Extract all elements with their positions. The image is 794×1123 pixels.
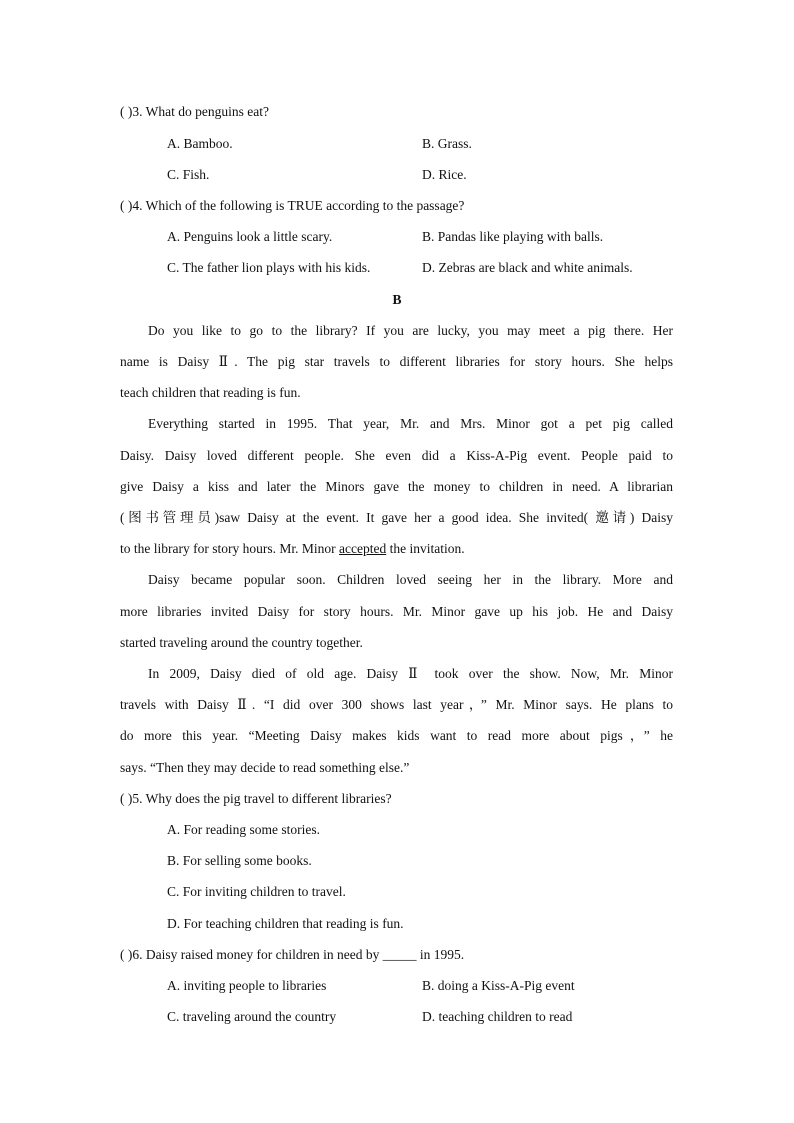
question-3-option-b: B. Grass. — [422, 136, 472, 151]
question-3-option-d: D. Rice. — [422, 167, 467, 182]
passage-line: Everything started in 1995. That year, Mr. and Mrs. Minor got a pet pig called — [148, 416, 673, 431]
passage-line — [120, 540, 673, 558]
section-heading: B — [392, 292, 402, 307]
passage-line: travels with Daisy Ⅱ. “I did over 300 shows last year，” Mr. Minor says. He plans to — [120, 697, 673, 712]
question-6-stem: ( )6. Daisy raised money for children in need by _____ in 1995. — [120, 947, 465, 962]
question-4-stem: ( )4. Which of the following is TRUE according to the passage? — [120, 198, 465, 213]
question-6-option-b: B. doing a Kiss-A-Pig event — [422, 978, 575, 993]
passage-line: (图书管理员)saw Daisy at the event. It gave her a good idea. She invited( 邀请) Daisy — [120, 510, 673, 525]
question-6-option-d: D. teaching children to read — [422, 1009, 573, 1024]
question-6-option-c: C. traveling around the country — [167, 1009, 337, 1024]
question-3-stem: ( )3. What do penguins eat? — [120, 104, 269, 119]
question-5-stem: ( )5. Why does the pig travel to different libraries? — [120, 791, 392, 806]
passage-line: Do you like to go to the library? If you are lucky, you may meet a pig there. Her — [148, 323, 673, 338]
passage-line: started traveling around the country together. — [120, 635, 363, 650]
question-5-option-b: B. For selling some books. — [167, 853, 312, 868]
passage-line: says. “Then they may decide to read something else.” — [120, 760, 410, 775]
passage-line: In 2009, Daisy died of old age. Daisy Ⅱ took over the show. Now, Mr. Minor — [148, 666, 673, 681]
question-3-option-a: A. Bamboo. — [167, 136, 233, 151]
underlined-word: accepted — [338, 541, 387, 556]
question-5-option-d: D. For teaching children that reading is fun. — [167, 916, 404, 931]
passage-line: give Daisy a kiss and later the Minors gave the money to children in need. A librarian — [120, 479, 673, 494]
passage-line: Daisy became popular soon. Children loved seeing her in the library. More and — [148, 572, 673, 587]
passage-text: to the library for story hours. Mr. Minor — [120, 541, 339, 556]
question-4-option-c: C. The father lion plays with his kids. — [167, 260, 371, 275]
passage-line: do more this year. “Meeting Daisy makes kids want to read more about pigs，” he — [120, 728, 673, 743]
passage-line: Daisy. Daisy loved different people. She even did a Kiss-A-Pig event. People paid to — [120, 448, 673, 463]
question-4-option-b: B. Pandas like playing with balls. — [422, 229, 604, 244]
passage-line: teach children that reading is fun. — [120, 385, 301, 400]
question-5-option-a: A. For reading some stories. — [167, 822, 320, 837]
question-3-option-c: C. Fish. — [167, 167, 210, 182]
passage-text: the invitation. — [386, 541, 465, 556]
question-6-option-a: A. inviting people to libraries — [167, 978, 327, 993]
question-5-option-c: C. For inviting children to travel. — [167, 884, 346, 899]
passage-line: more libraries invited Daisy for story hours. Mr. Minor gave up his job. He and Daisy — [120, 604, 673, 619]
passage-line: name is Daisy Ⅱ. The pig star travels to different libraries for story hours. She helps — [120, 354, 673, 369]
question-4-option-a: A. Penguins look a little scary. — [167, 229, 333, 244]
question-4-option-d: D. Zebras are black and white animals. — [422, 260, 633, 275]
